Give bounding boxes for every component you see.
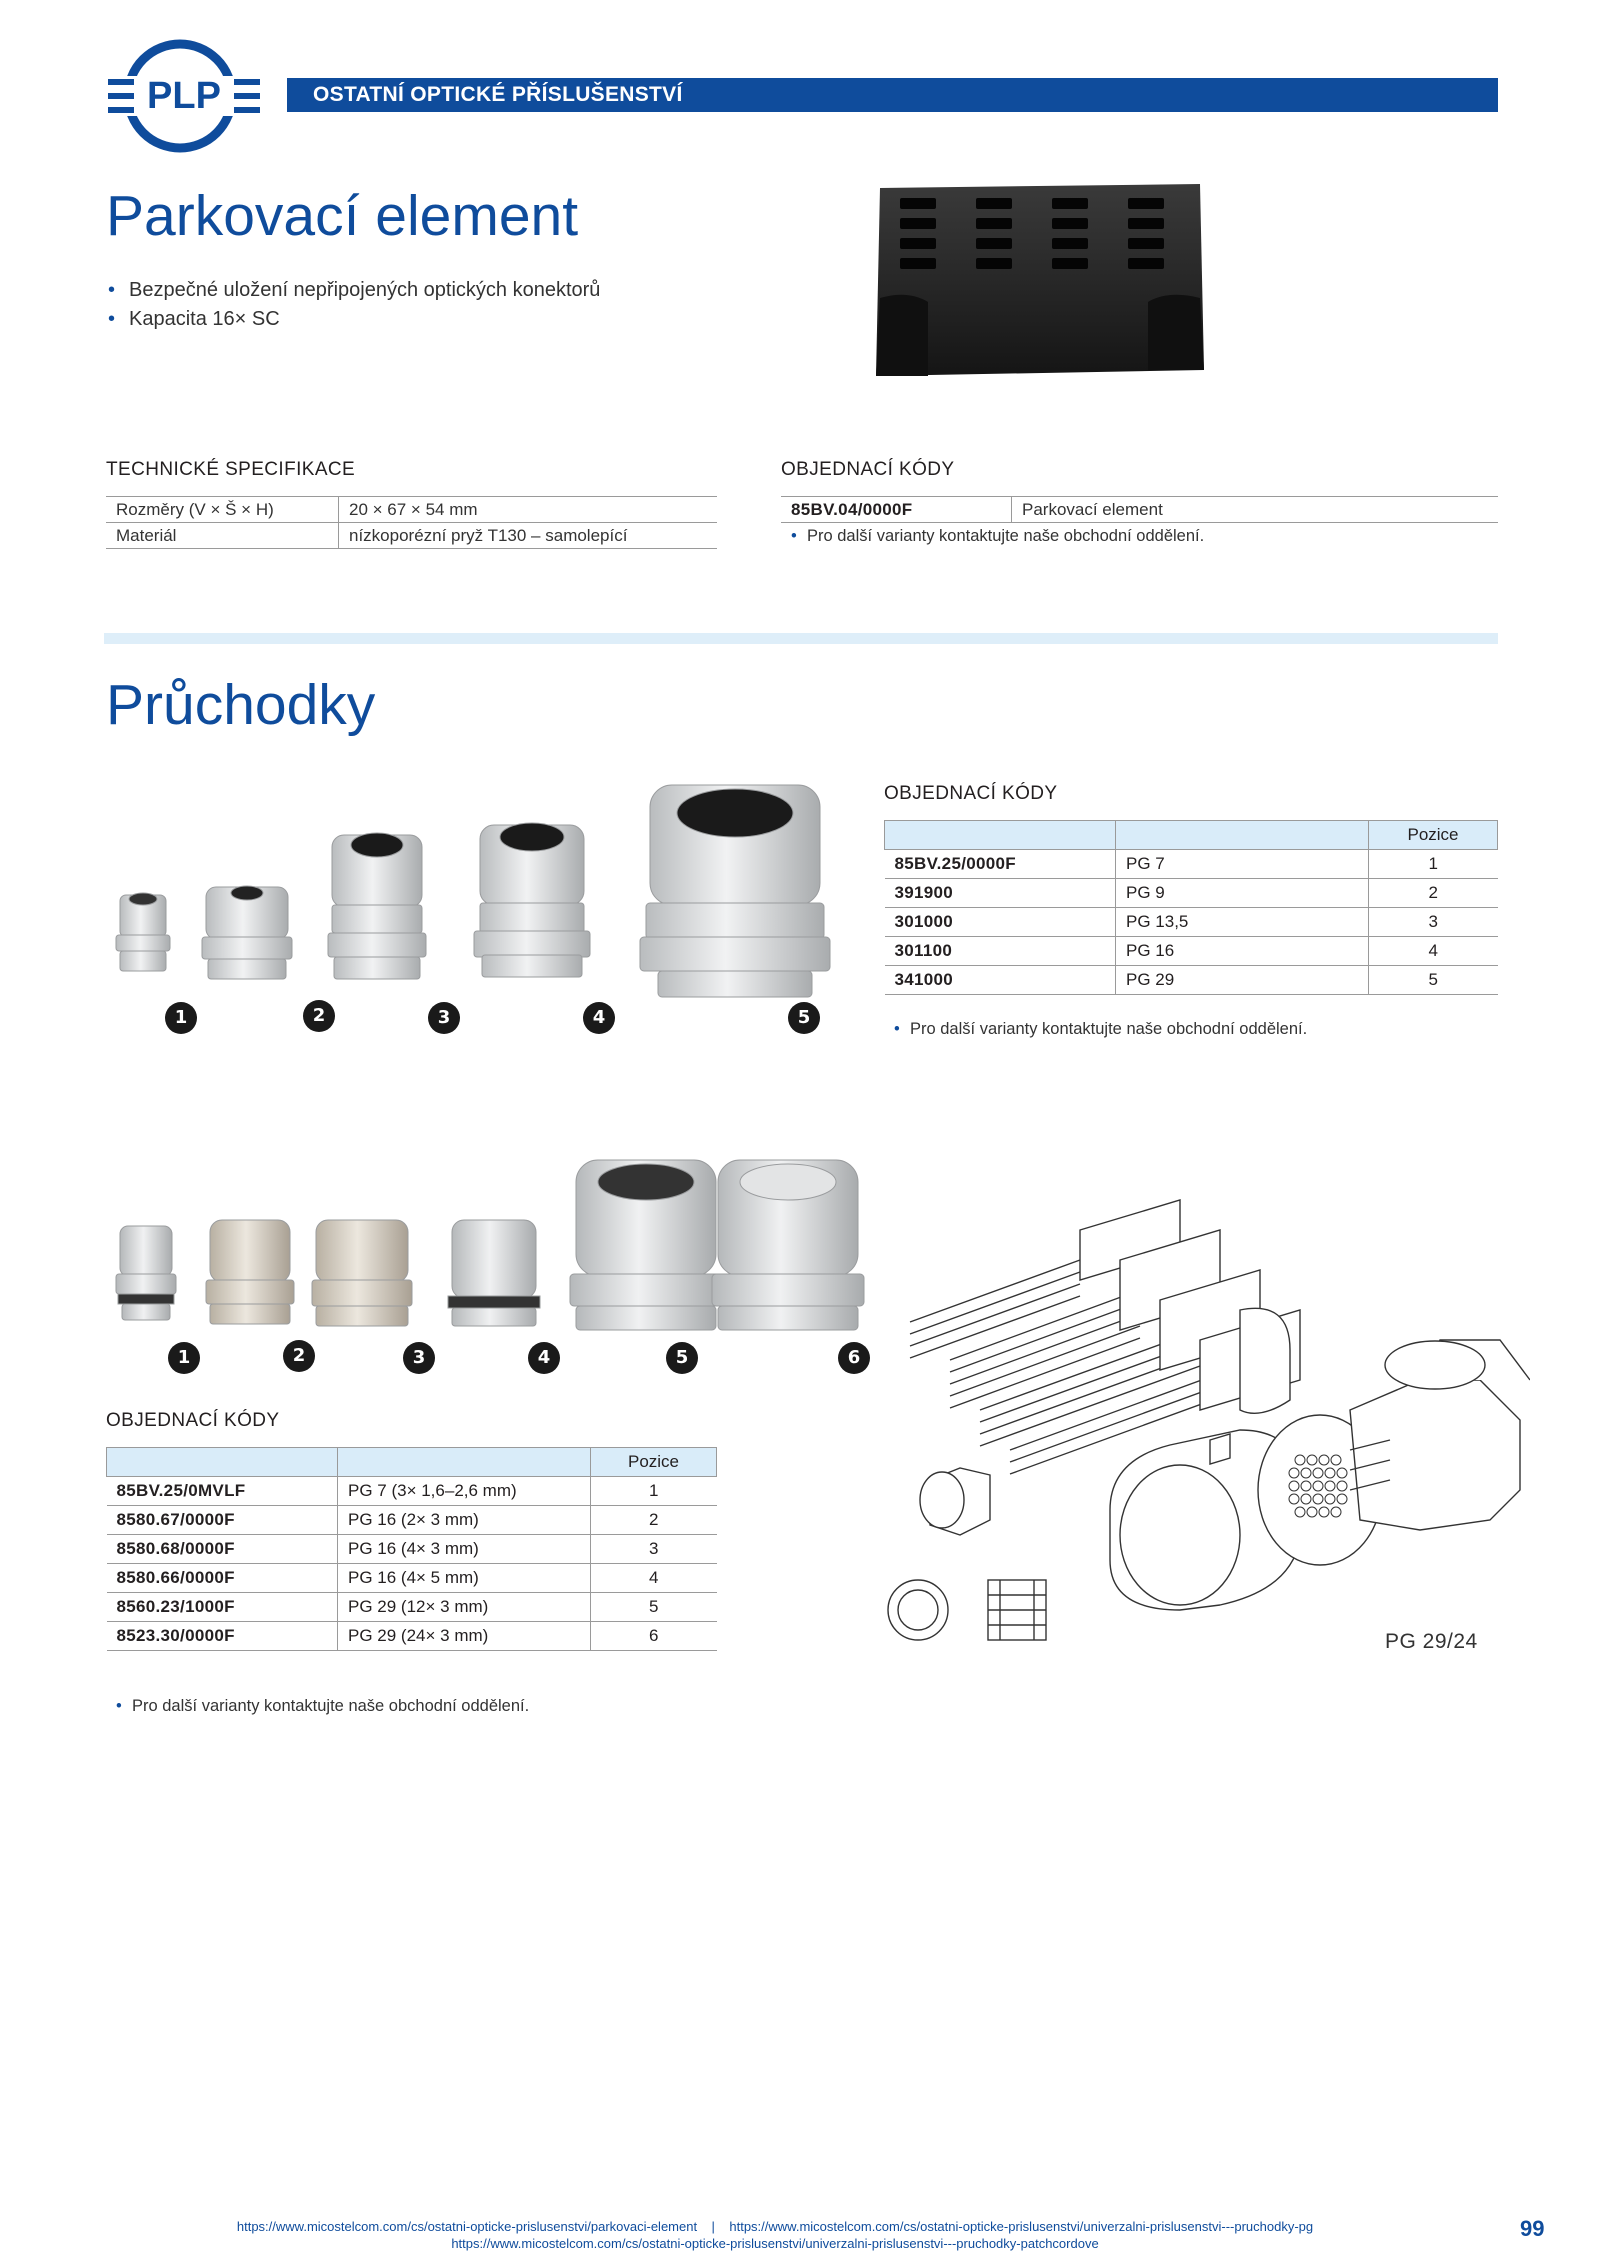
page-number: 99 <box>1520 2216 1545 2241</box>
header-cell-code <box>107 1448 338 1477</box>
footer-separator: | <box>711 2219 715 2234</box>
parking-title: Parkovací element <box>106 184 579 248</box>
footer-link-patchcord-grommets[interactable]: https://www.micostelcom.com/cs/ostatni-opticke-prislusenstvi/univerzalni-prislusenstvi---pruchodky-patchcordove <box>451 2236 1099 2251</box>
position-cell: 5 <box>591 1593 717 1622</box>
parking-codes-label: OBJEDNACÍ KÓDY <box>781 459 955 480</box>
table-row <box>885 937 1498 966</box>
grommet-type: PG 29 (12× 3 mm) <box>338 1593 591 1622</box>
position-cell: 2 <box>1369 879 1498 908</box>
header-cell-position: Pozice <box>1369 821 1498 850</box>
footer-link-parking[interactable]: https://www.micostelcom.com/cs/ostatni-opticke-prislusenstvi/parkovaci-element <box>236 2219 698 2234</box>
grommet-type: PG 13,5 <box>1116 908 1369 937</box>
grommets-codes-label: OBJEDNACÍ KÓDY <box>884 783 1058 804</box>
footer-link-pg-grommets[interactable]: https://www.micostelcom.com/cs/ostatni-opticke-prislusenstvi/univerzalni-prislusenstvi---pruchodky-pg <box>729 2219 1314 2234</box>
position-cell: 3 <box>1369 908 1498 937</box>
position-cell: 1 <box>591 1477 717 1506</box>
grommet-type: PG 7 (3× 1,6–2,6 mm) <box>338 1477 591 1506</box>
spec-name: Rozměry (V × Š × H) <box>106 497 339 523</box>
section-header-bar: OSTATNÍ OPTICKÉ PŘÍSLUŠENSTVÍ <box>287 78 1498 112</box>
table-row <box>107 1564 717 1593</box>
multi-codes-table-wrap <box>106 1447 717 1651</box>
position-badge: 6 <box>838 1342 870 1374</box>
footer-links <box>150 2218 1400 2252</box>
table-row <box>107 1535 717 1564</box>
table-row <box>781 497 1498 523</box>
position-cell: 1 <box>1369 850 1498 879</box>
grommet-type: PG 29 <box>1116 966 1369 995</box>
order-code: 301100 <box>885 937 1116 966</box>
grommet-type: PG 29 (24× 3 mm) <box>338 1622 591 1651</box>
header-cell-position: Pozice <box>591 1448 717 1477</box>
grommets-note: • Pro další varianty kontaktujte naše obchodní oddělení. <box>890 1020 1600 1039</box>
order-code: 341000 <box>885 966 1116 995</box>
table-row <box>885 879 1498 908</box>
grommet-exploded-drawing <box>880 1190 1530 1660</box>
order-code: 8580.68/0000F <box>107 1535 338 1564</box>
plp-logo <box>104 36 264 156</box>
order-code: 391900 <box>885 879 1116 908</box>
grommets-codes-table-wrap <box>884 820 1498 995</box>
position-badge: 3 <box>428 1002 460 1034</box>
position-badge: 2 <box>283 1340 315 1372</box>
header-cell-type <box>338 1448 591 1477</box>
table-row <box>106 497 717 523</box>
position-cell: 5 <box>1369 966 1498 995</box>
feature-item: • Bezpečné uložení nepřipojených optických konektorů <box>106 276 600 305</box>
grommet-type: PG 16 (2× 3 mm) <box>338 1506 591 1535</box>
table-row <box>885 966 1498 995</box>
grommets-codes-table <box>884 820 1498 995</box>
table-row <box>107 1477 717 1506</box>
position-badge: 2 <box>303 1000 335 1032</box>
feature-item: • Kapacita 16× SC <box>106 305 600 334</box>
grommet-type: PG 7 <box>1116 850 1369 879</box>
order-code: 8580.67/0000F <box>107 1506 338 1535</box>
header-cell-code <box>885 821 1116 850</box>
position-cell: 4 <box>1369 937 1498 966</box>
position-badge: 5 <box>666 1342 698 1374</box>
order-code: 85BV.25/0MVLF <box>107 1477 338 1506</box>
grommet-type: PG 9 <box>1116 879 1369 908</box>
position-cell: 4 <box>591 1564 717 1593</box>
table-row <box>107 1506 717 1535</box>
table-row <box>107 1622 717 1651</box>
parking-features <box>106 276 600 334</box>
position-cell: 2 <box>591 1506 717 1535</box>
multi-codes-table <box>106 1447 717 1651</box>
order-code: 85BV.25/0000F <box>885 850 1116 879</box>
drawing-caption: PG 29/24 <box>1385 1630 1478 1653</box>
order-code: 8560.23/1000F <box>107 1593 338 1622</box>
grommet-type: PG 16 (4× 5 mm) <box>338 1564 591 1593</box>
section-divider <box>104 633 1498 644</box>
table-row <box>885 908 1498 937</box>
order-code: 8523.30/0000F <box>107 1622 338 1651</box>
parking-codes-table <box>781 496 1498 523</box>
table-header-row <box>107 1448 717 1477</box>
position-cell: 6 <box>591 1622 717 1651</box>
spec-value: nízkoporézní pryž T130 – samolepící <box>339 523 718 549</box>
table-row <box>106 523 717 549</box>
position-badge: 3 <box>403 1342 435 1374</box>
multi-grommets-photo <box>110 1150 880 1350</box>
grommets-photo <box>110 775 840 1005</box>
position-badge: 1 <box>168 1342 200 1374</box>
spec-label: TECHNICKÉ SPECIFIKACE <box>106 459 356 480</box>
table-row <box>885 850 1498 879</box>
parking-note: • Pro další varianty kontaktujte naše obchodní oddělení. <box>787 527 1600 546</box>
position-badge: 4 <box>528 1342 560 1374</box>
grommet-type: PG 16 <box>1116 937 1369 966</box>
order-desc: Parkovací element <box>1012 497 1499 523</box>
spec-value: 20 × 67 × 54 mm <box>339 497 718 523</box>
position-badge: 4 <box>583 1002 615 1034</box>
position-badge: 5 <box>788 1002 820 1034</box>
spec-table <box>106 496 717 549</box>
grommet-type: PG 16 (4× 3 mm) <box>338 1535 591 1564</box>
multi-codes-label: OBJEDNACÍ KÓDY <box>106 1410 280 1431</box>
order-code: 85BV.04/0000F <box>781 497 1012 523</box>
order-code: 301000 <box>885 908 1116 937</box>
logo-text: PLP <box>147 75 221 117</box>
multi-note: • Pro další varianty kontaktujte naše obchodní oddělení. <box>112 1697 1600 1716</box>
header-cell-type <box>1116 821 1369 850</box>
grommets-title: Průchodky <box>106 673 376 737</box>
position-cell: 3 <box>591 1535 717 1564</box>
position-badge: 1 <box>165 1002 197 1034</box>
table-row <box>107 1593 717 1622</box>
spec-name: Materiál <box>106 523 339 549</box>
table-header-row <box>885 821 1498 850</box>
order-code: 8580.66/0000F <box>107 1564 338 1593</box>
parking-element-photo <box>868 180 1218 380</box>
